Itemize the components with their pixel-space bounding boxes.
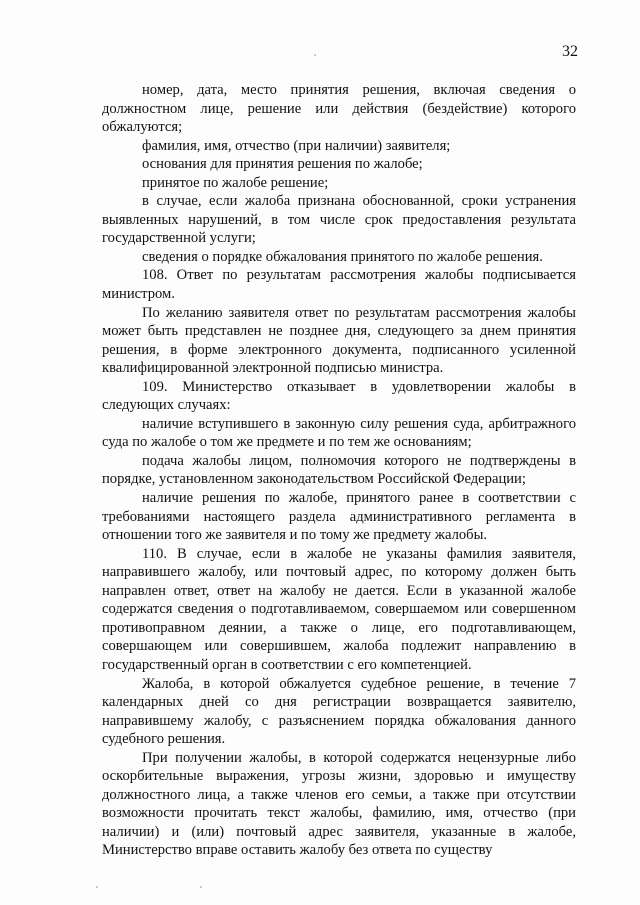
scan-speck: [314, 54, 316, 56]
paragraph-decision-taken: принятое по жалобе решение;: [142, 174, 329, 191]
paragraph-court-decision: наличие вступившего в законную силу решения суда, арбитражного суда по жалобе о том же предмете и по тем же основаниям;: [102, 415, 576, 451]
paragraph-clause-108: 108. Ответ по результатам рассмотрения жалобы подписывается министром.: [102, 267, 576, 303]
scan-speck: [96, 886, 98, 888]
paragraph-unauthorized-person: подача жалобы лицом, полномочия которого не подтверждены в порядке, установленном законодательством Российской Федерации;: [102, 452, 576, 488]
paragraph-appeal-procedure: сведения о порядке обжалования принятого по жалобе решения.: [142, 248, 543, 265]
paragraph-decision-details: номер, дата, место принятия решения, включая сведения о должностном лице, решение или действия (бездействие) которого обжалуются;: [102, 82, 576, 136]
paragraph-court-complaint: Жалоба, в которой обжалуется судебное решение, в течение 7 календарных дней со дня регистрации возвращается заявителю, направившему жалобу, с разъяснением порядка обжалования данного судебного решения.: [102, 675, 576, 748]
document-body: [102, 81, 576, 860]
page-number: 32: [562, 43, 578, 60]
paragraph-applicant-name: фамилия, имя, отчество (при наличии) заявителя;: [142, 137, 451, 154]
paragraph-prior-decision: наличие решения по жалобе, принятого ранее в соответствии с требованиями настоящего раздела административного регламента в отношении того же заявителя и по тому же предмету жалобы.: [102, 490, 576, 544]
paragraph-decision-grounds: основания для принятия решения по жалобе;: [142, 156, 423, 173]
paragraph-clause-109: 109. Министерство отказывает в удовлетворении жалобы в следующих случаях:: [102, 378, 576, 414]
scan-speck: [200, 886, 202, 888]
paragraph-offensive-complaint: При получении жалобы, в которой содержатся нецензурные либо оскорбительные выражения, угрозы жизни, здоровью и имуществу должностного лица, а также членов его семьи, а также при отсутствии возможности прочитать текст жалобы, фамилию, имя, отчество (при наличии) и (или) почтовый адрес заявителя, указанные в жалобе, Министерство вправе оставить жалобу без ответа по существу: [102, 749, 576, 859]
paragraph-clause-110: 110. В случае, если в жалобе не указаны фамилия заявителя, направившего жалобу, или почтовый адрес, по которому должен быть направлен ответ, ответ на жалобу не дается. Если в указанной жалобе содержатся сведения о подготавливаемом, совершаемом или совершенном противоправном деянии, а также о лице, его подготавливающем, совершающем или совершившем, жалоба подлежит направлению в государственный орган в соответствии с его компетенцией.: [102, 545, 576, 673]
paragraph-violation-deadlines: в случае, если жалоба признана обоснованной, сроки устранения выявленных нарушений, в том числе срок предоставления результата государственной услуги;: [102, 193, 576, 247]
paragraph-electronic-response: По желанию заявителя ответ по результатам рассмотрения жалобы может быть представлен не позднее дня, следующего за днем принятия решения, в форме электронного документа, подписанного усиленной квалифицированной электронной подписью министра.: [102, 304, 576, 377]
